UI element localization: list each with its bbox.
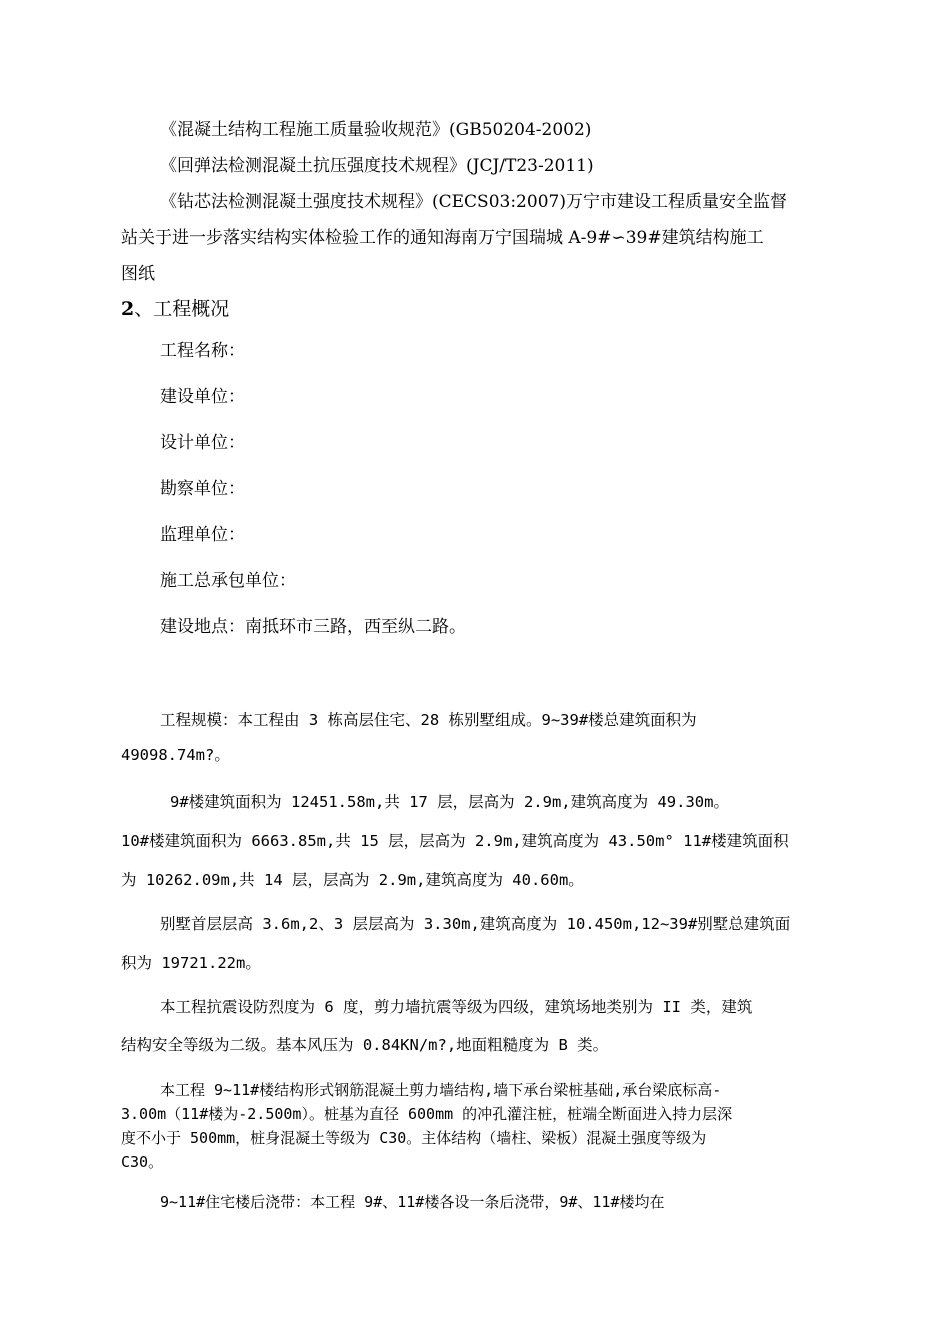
seismic-line-1: 本工程抗震设防烈度为 6 度，剪力墙抗震等级为四级，建筑场地类别为 II 类，建筑 [160, 998, 753, 1016]
seismic-line-2: 结构安全等级为二级。基本风压为 0.84KN/m?,地面粗糙度为 B 类。 [121, 1036, 609, 1054]
structure-line-4: C30。 [121, 1153, 164, 1171]
field-designer: 设计单位： [160, 433, 245, 453]
villa-line-2: 积为 19721.22m。 [121, 954, 261, 972]
scale-line-2: 49098.74m?。 [121, 746, 230, 764]
field-project-name: 工程名称： [160, 341, 245, 361]
section-title: 、工程概况 [134, 298, 230, 320]
section-heading [121, 297, 229, 321]
field-supervisor: 监理单位： [160, 525, 245, 545]
reference-line-5: 图纸 [121, 264, 155, 284]
reference-line-4: 站关于进一步落实结构实体检验工作的通知海南万宁国瑞城 A-9#∽39#建筑结构施工 [121, 228, 764, 248]
field-location: 建设地点：南抵环市三路，西至纵二路。 [160, 617, 466, 637]
section-number: 2 [121, 298, 135, 320]
field-owner: 建设单位： [160, 387, 245, 407]
field-general-contractor: 施工总承包单位： [160, 571, 296, 591]
reference-line-1: 《混凝土结构工程施工质量验收规范》(GB50204-2002) [160, 120, 592, 140]
building-11-line: 为 10262.09m,共 14 层，层高为 2.9m,建筑高度为 40.60m。 [121, 871, 584, 889]
building-10-line: 10#楼建筑面积为 6663.85m,共 15 层，层高为 2.9m,建筑高度为 43.50m° 11#楼建筑面积 [121, 832, 789, 850]
reference-line-2: 《回弹法检测混凝土抗压强度技术规程》(JCJ/T23-2011) [160, 156, 594, 176]
structure-line-2: 3.00m（11#楼为-2.500m）。桩基为直径 600mm 的冲孔灌注桩，桩端全断面进入持力层深 [121, 1105, 733, 1123]
post-pour-line-1: 9~11#住宅楼后浇带：本工程 9#、11#楼各设一条后浇带，9#、11#楼均在 [160, 1193, 665, 1211]
structure-line-1: 本工程 9~11#楼结构形式钢筋混凝土剪力墙结构,墙下承台梁桩基础,承台梁底标高- [160, 1081, 722, 1099]
building-9-line: 9#楼建筑面积为 12451.58m,共 17 层，层高为 2.9m,建筑高度为 49.30m。 [170, 793, 729, 811]
reference-line-3: 《钻芯法检测混凝土强度技术规程》(CECS03:2007)万宁市建设工程质量安全监督 [160, 192, 787, 212]
field-surveyor: 勘察单位： [160, 479, 245, 499]
scale-line-1: 工程规模：本工程由 3 栋高层住宅、28 栋别墅组成。9~39#楼总建筑面积为 [160, 711, 697, 729]
structure-line-3: 度不小于 500mm，桩身混凝土等级为 C30。主体结构（墙柱、梁板）混凝土强度等级为 [121, 1129, 707, 1147]
villa-line-1: 别墅首层层高 3.6m,2、3 层层高为 3.30m,建筑高度为 10.450m,12~39#别墅总建筑面 [160, 915, 791, 933]
